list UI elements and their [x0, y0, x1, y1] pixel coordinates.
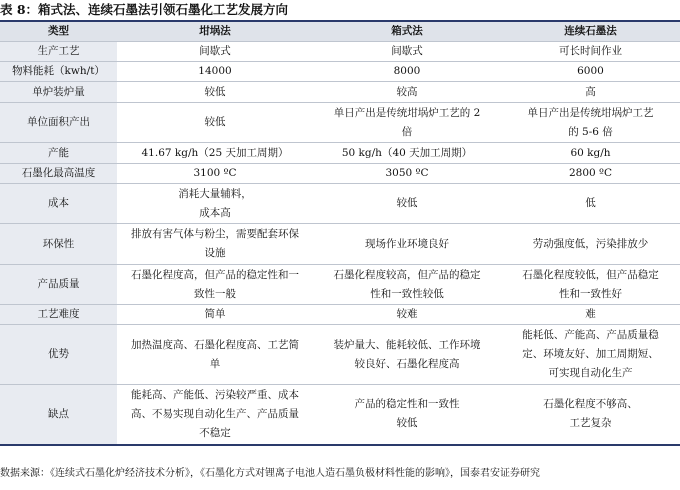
- cell-box: 较难: [313, 305, 501, 325]
- cell-crucible: 41.67 kg/h（25 天加工周期）: [117, 143, 313, 164]
- cell-continuous: 低: [501, 184, 680, 224]
- cell-crucible: 加热温度高、石墨化程度高、工艺简 单: [117, 325, 313, 385]
- cell-box: 较高: [313, 82, 501, 103]
- header-box: 箱式法: [313, 22, 501, 42]
- row-label: 物料能耗（kwh/t）: [0, 62, 117, 82]
- table-row: [0, 143, 680, 164]
- row-label: 单位面积产出: [0, 103, 117, 143]
- header-continuous: 连续石墨法: [501, 22, 680, 42]
- table-row: [0, 62, 680, 82]
- cell-continuous: 石墨化程度不够高、 工艺复杂: [501, 385, 680, 445]
- cell-continuous: 难: [501, 305, 680, 325]
- row-label: 产能: [0, 143, 117, 164]
- table-row: [0, 224, 680, 265]
- cell-continuous: 2800 ºC: [501, 164, 680, 184]
- cell-continuous: 劳动强度低，污染排放少: [501, 224, 680, 265]
- row-label: 成本: [0, 184, 117, 224]
- table-row: [0, 305, 680, 325]
- cell-crucible: 较低: [117, 103, 313, 143]
- table-row: [0, 184, 680, 224]
- row-label: 环保性: [0, 224, 117, 265]
- cell-continuous: 可长时间作业: [501, 42, 680, 62]
- cell-crucible: 简单: [117, 305, 313, 325]
- table-row: [0, 82, 680, 103]
- cell-continuous: 能耗低、产能高、产品质量稳 定、环境友好、加工周期短、 可实现自动化生产: [501, 325, 680, 385]
- cell-crucible: 较低: [117, 82, 313, 103]
- table-row: [0, 103, 680, 143]
- cell-box: 单日产出是传统坩埚炉工艺的 2 倍: [313, 103, 501, 143]
- cell-box: 8000: [313, 62, 501, 82]
- row-label: 单炉装炉量: [0, 82, 117, 103]
- table-row: [0, 265, 680, 305]
- cell-box: 石墨化程度较高，但产品的稳定 性和一致性较低: [313, 265, 501, 305]
- cell-crucible: 消耗大量辅料， 成本高: [117, 184, 313, 224]
- cell-crucible: 间歇式: [117, 42, 313, 62]
- cell-continuous: 60 kg/h: [501, 143, 680, 164]
- row-label: 工艺难度: [0, 305, 117, 325]
- source-note: 数据来源：《连续式石墨化炉经济技术分析》，《石墨化方式对锂离子电池人造石墨负极材料性能的影响》，国泰君安证券研究: [0, 468, 540, 479]
- cell-box: 产品的稳定性和一致性 较低: [313, 385, 501, 445]
- cell-box: 间歇式: [313, 42, 501, 62]
- cell-continuous: 6000: [501, 62, 680, 82]
- cell-box: 50 kg/h（40 天加工周期）: [313, 143, 501, 164]
- row-label: 优势: [0, 325, 117, 385]
- row-label: 生产工艺: [0, 42, 117, 62]
- header-type: 类型: [0, 22, 117, 42]
- cell-crucible: 石墨化程度高，但产品的稳定性和一 致性一般: [117, 265, 313, 305]
- row-label: 缺点: [0, 385, 117, 445]
- cell-crucible: 排放有害气体与粉尘，需要配套环保 设施: [117, 224, 313, 265]
- table-row: [0, 385, 680, 445]
- cell-continuous: 单日产出是传统坩埚炉工艺 的 5-6 倍: [501, 103, 680, 143]
- cell-box: 装炉量大、能耗较低、工作环境 较良好、石墨化程度高: [313, 325, 501, 385]
- comparison-table: [0, 22, 680, 446]
- table-title: 表 8：箱式法、连续石墨法引领石墨化工艺发展方向: [0, 2, 289, 17]
- cell-box: 现场作业环境良好: [313, 224, 501, 265]
- cell-box: 3050 ºC: [313, 164, 501, 184]
- table-row: [0, 164, 680, 184]
- cell-box: 较低: [313, 184, 501, 224]
- cell-crucible: 能耗高、产能低、污染较严重、成本 高、不易实现自动化生产、产品质量 不稳定: [117, 385, 313, 445]
- cell-continuous: 石墨化程度较低，但产品稳定 性和一致性好: [501, 265, 680, 305]
- table-row: [0, 325, 680, 385]
- cell-continuous: 高: [501, 82, 680, 103]
- row-label: 石墨化最高温度: [0, 164, 117, 184]
- row-label: 产品质量: [0, 265, 117, 305]
- table-row: [0, 42, 680, 62]
- header-row: [0, 22, 680, 42]
- header-crucible: 坩埚法: [117, 22, 313, 42]
- cell-crucible: 14000: [117, 62, 313, 82]
- cell-crucible: 3100 ºC: [117, 164, 313, 184]
